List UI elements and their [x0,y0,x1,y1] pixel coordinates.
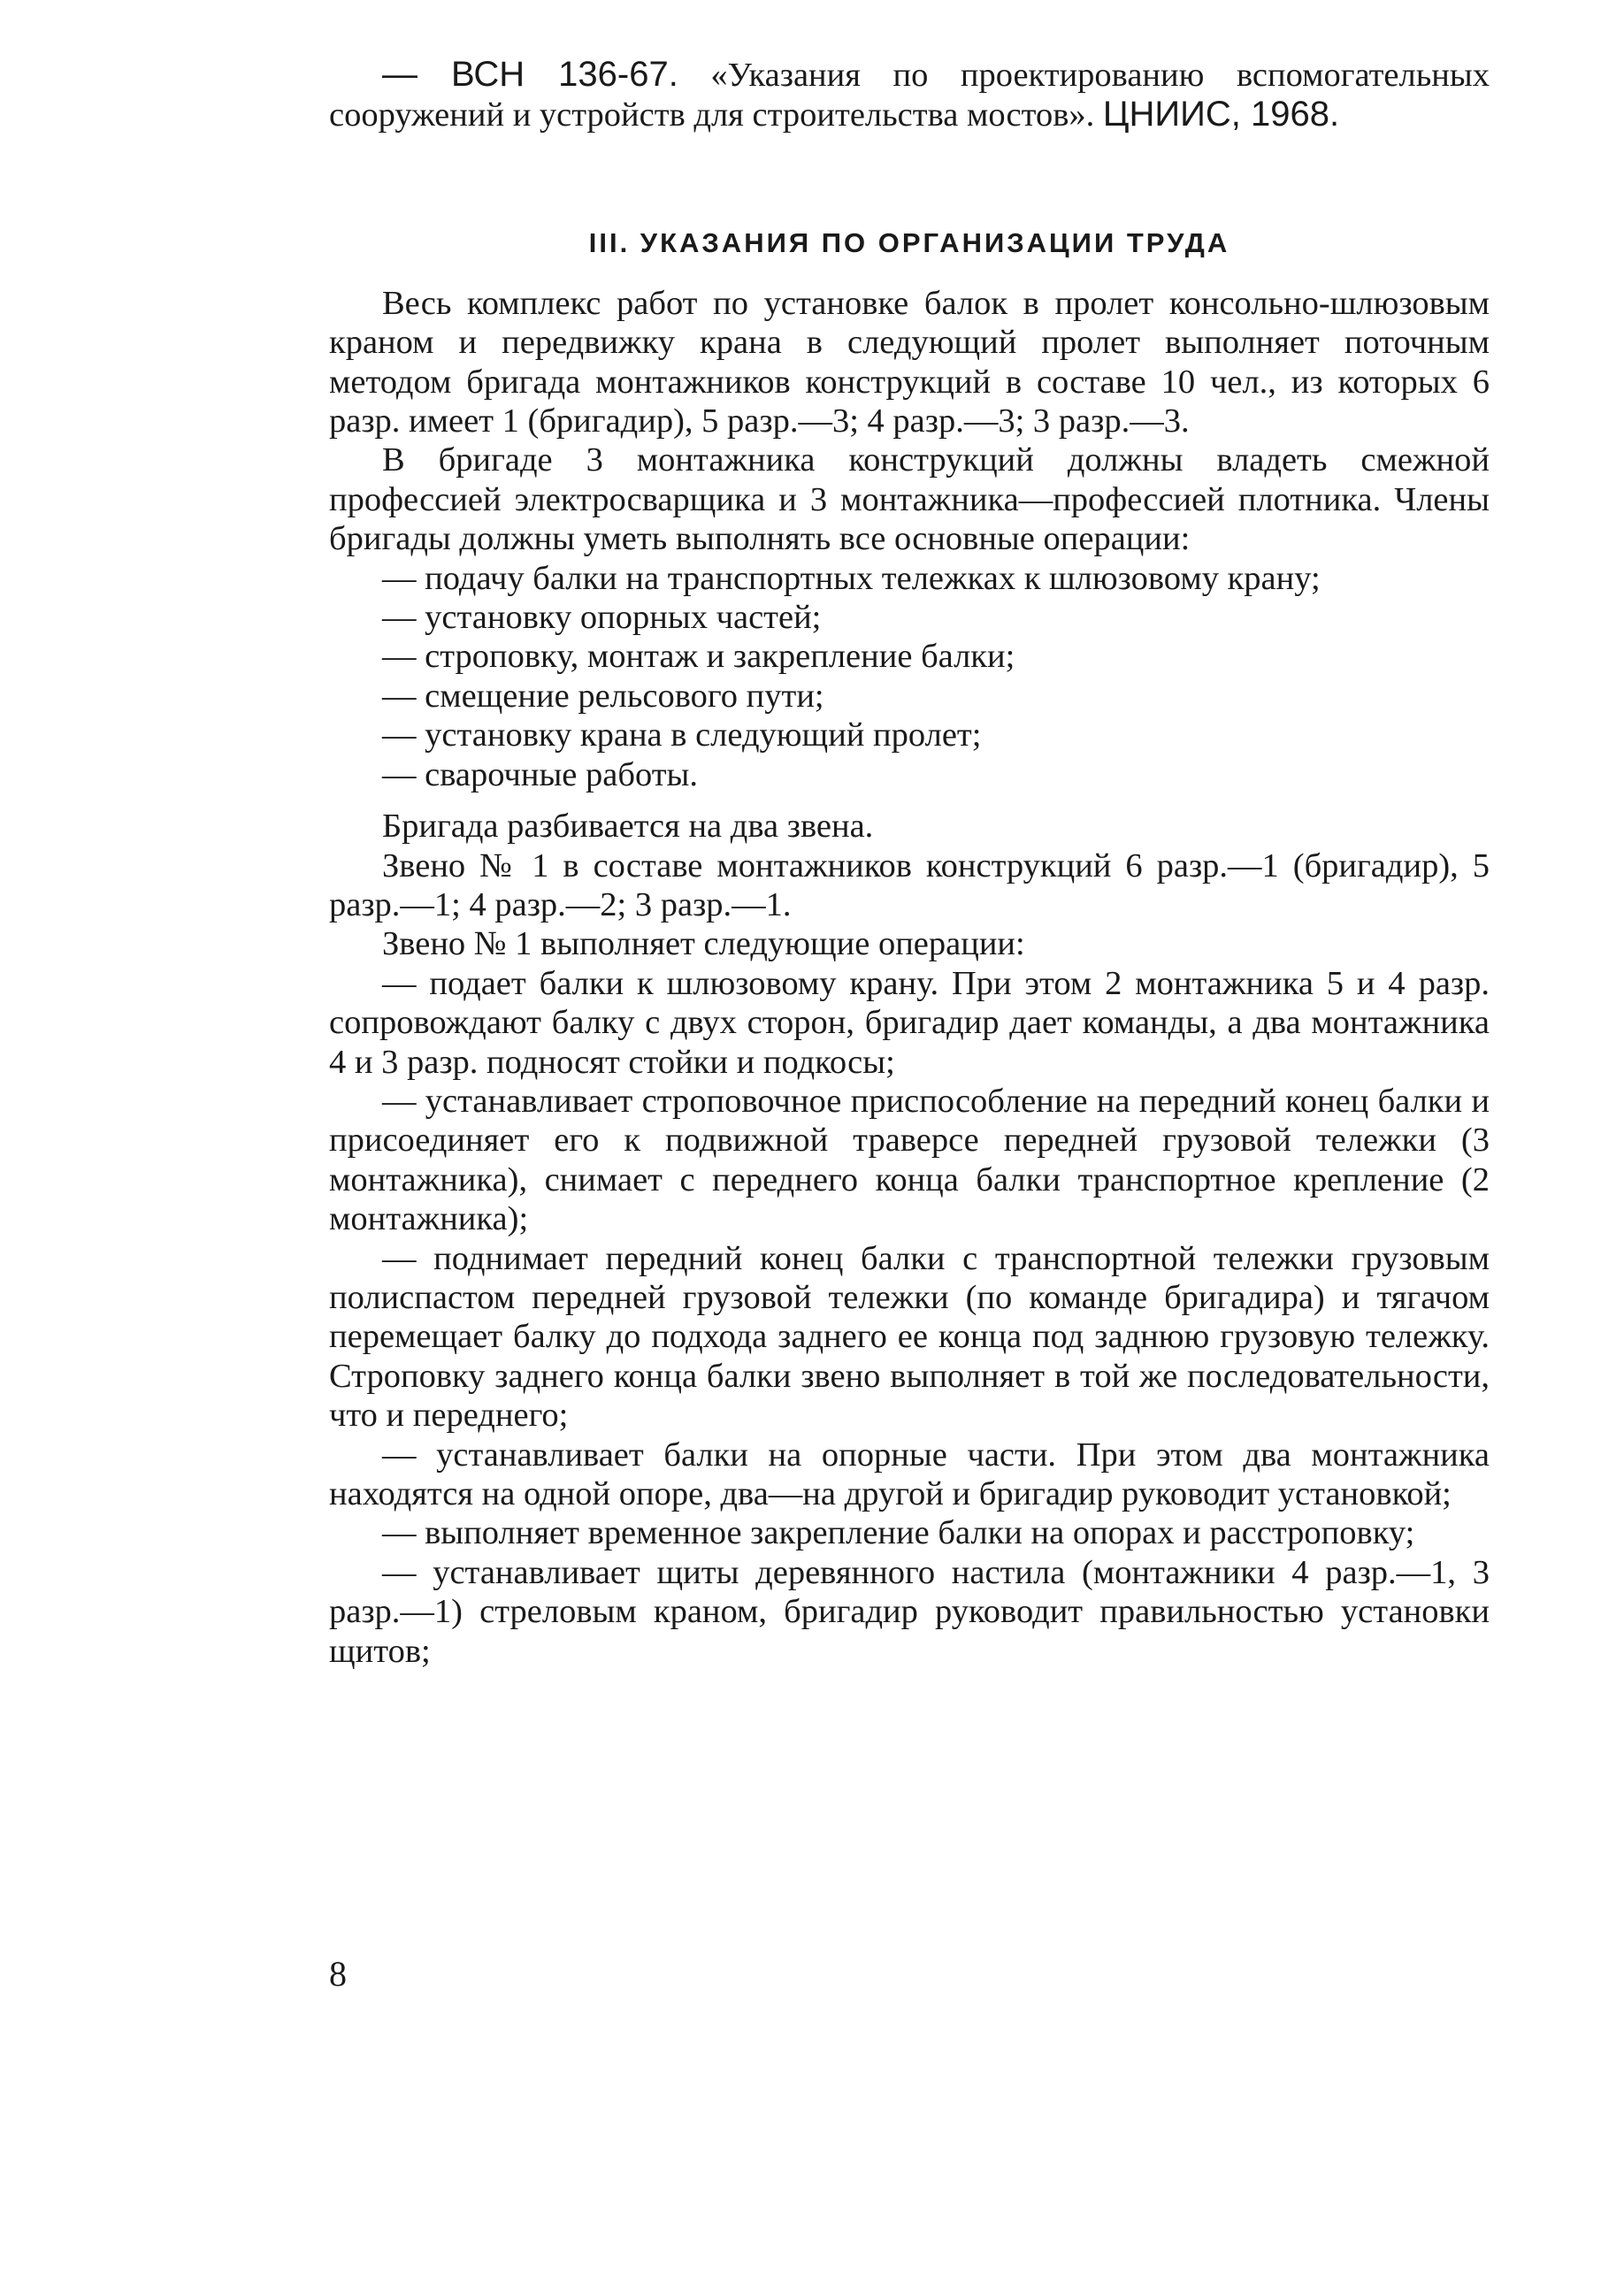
unit-operation-item: — устанавливает щиты деревянного настила (монтажники 4 разр.—1, 3 разр.—1) стреловым краном, бригадир руководит правильностью установки щитов; [329,1553,1490,1670]
paragraph-unit-operations-intro: Звено № 1 выполняет следующие операции: [382,925,1025,963]
paragraph-brigade-skills: В бригаде 3 монтажника конструкций должны владеть смежной профессией электросварщика и 3 монтажника—профессией плотника. Члены бригады должны уметь выполнять все основные операции: [329,441,1490,558]
unit-operation-item: — подает балки к шлюзовому крану. При этом 2 монтажника 5 и 4 разр. сопровождают балку с двух сторон, бригадир дает команды, а два монтажника 4 и 3 разр. подносят стойки и подкосы; [329,964,1490,1081]
paragraph-unit-composition: Звено № 1 в составе монтажников конструкций 6 разр.—1 (бригадир), 5 разр.—1; 4 разр.—2; 3 разр.—1. [329,846,1490,923]
unit-operation-item: — выполняет временное закрепление балки на опорах и расстроповку; [382,1514,1415,1552]
operation-item: — смещение рельсового пути; [382,677,824,715]
page-number: 8 [329,1954,347,1994]
unit-operation-item: — устанавливает строповочное приспособление на передний конец балки и присоединяет его к подвижной траверсе передней грузовой тележки (3 монтажника), снимает с переднего конца балки транспортное крепление (2 монтажника); [329,1082,1490,1238]
operation-item: — строповку, монтаж и закрепление балки; [382,638,1015,676]
document-page [329,55,1490,1671]
operation-item: — установку опорных частей; [382,599,822,637]
reference-code: — ВСН 136-67. [382,55,678,94]
section-heading: III. УКАЗАНИЯ ПО ОРГАНИЗАЦИИ ТРУДА [588,226,1230,258]
unit-operation-item: — устанавливает балки на опорные части. При этом два монтажника находятся на одной опоре, два—на другой и бригадир руководит установкой; [329,1436,1490,1512]
operation-item: — подачу балки на транспортных тележках к шлюзовому крану; [382,559,1321,597]
reference-title: «Указания по проектированию вспомогательных сооружений и устройств для строительства мостов». [329,57,1490,134]
paragraph-brigade-split: Бригада разбивается на два звена. [382,808,874,846]
reference-entry [329,55,1490,135]
paragraph-brigade-composition: Весь комплекс работ по установке балок в пролет консольно-шлюзовым краном и передвижку крана в следующий пролет выполняет поточным методом бригада монтажников конструкций в составе 10 чел., из которых 6 разр. имеет 1 (бригадир), 5 разр.—3; 4 разр.—3; 3 разр.—3. [329,284,1490,440]
unit-operation-item: — поднимает передний конец балки с транспортной тележки грузовым полиспастом передней грузовой тележки (по команде бригадира) и тягачом перемещает балку до подхода заднего ее конца под заднюю грузовую тележку. Строповку заднего конца балки звено выполняет в той же последовательности, что и переднего; [329,1239,1490,1435]
operation-item: — сварочные работы. [382,755,699,793]
reference-org-year: ЦНИИС, 1968. [1102,95,1340,134]
operation-item: — установку крана в следующий пролет; [382,716,982,754]
